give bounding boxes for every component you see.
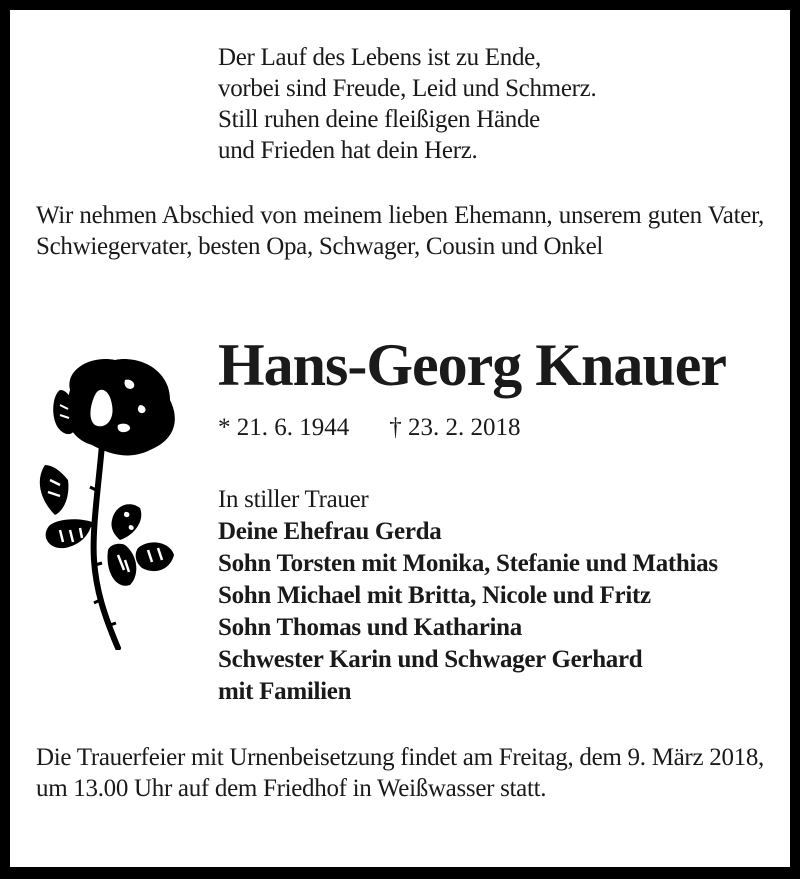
mourner-line: Sohn Thomas und Katharina	[218, 614, 522, 641]
mourner-line: Sohn Michael mit Britta, Nicole und Fritz	[218, 582, 651, 609]
poem	[218, 42, 596, 166]
poem-line: vorbei sind Freude, Leid und Schmerz.	[218, 75, 597, 102]
mourner-line: Schwester Karin und Schwager Gerhard	[218, 646, 643, 673]
poem-line: Still ruhen deine fleißigen Hände	[218, 106, 540, 133]
poem-line: und Frieden hat dein Herz.	[218, 137, 478, 164]
life-dates	[218, 412, 521, 443]
mourner-line: mit Familien	[218, 678, 352, 705]
birth-date: * 21. 6. 1944	[218, 414, 350, 441]
farewell-intro: Wir nehmen Abschied von meinem lieben Ehemann, unserem guten Vater, Schwiegervater, besten Opa, Schwager, Cousin und Onkel	[36, 202, 764, 260]
funeral-notice: Die Trauerfeier mit Urnenbeisetzung findet am Freitag, dem 9. März 2018, um 13.00 Uhr auf dem Friedhof in Weißwasser statt.	[36, 744, 764, 802]
mourners-list	[218, 484, 718, 708]
rose-icon	[30, 350, 180, 650]
death-date: † 23. 2. 2018	[389, 414, 521, 441]
poem-line: Der Lauf des Lebens ist zu Ende,	[218, 44, 541, 71]
mourner-line: Deine Ehefrau Gerda	[218, 518, 442, 545]
mourner-line: Sohn Torsten mit Monika, Stefanie und Mathias	[218, 550, 718, 577]
mourners-heading: In stiller Trauer	[218, 486, 369, 513]
deceased-name: Hans-Georg Knauer	[218, 332, 726, 398]
